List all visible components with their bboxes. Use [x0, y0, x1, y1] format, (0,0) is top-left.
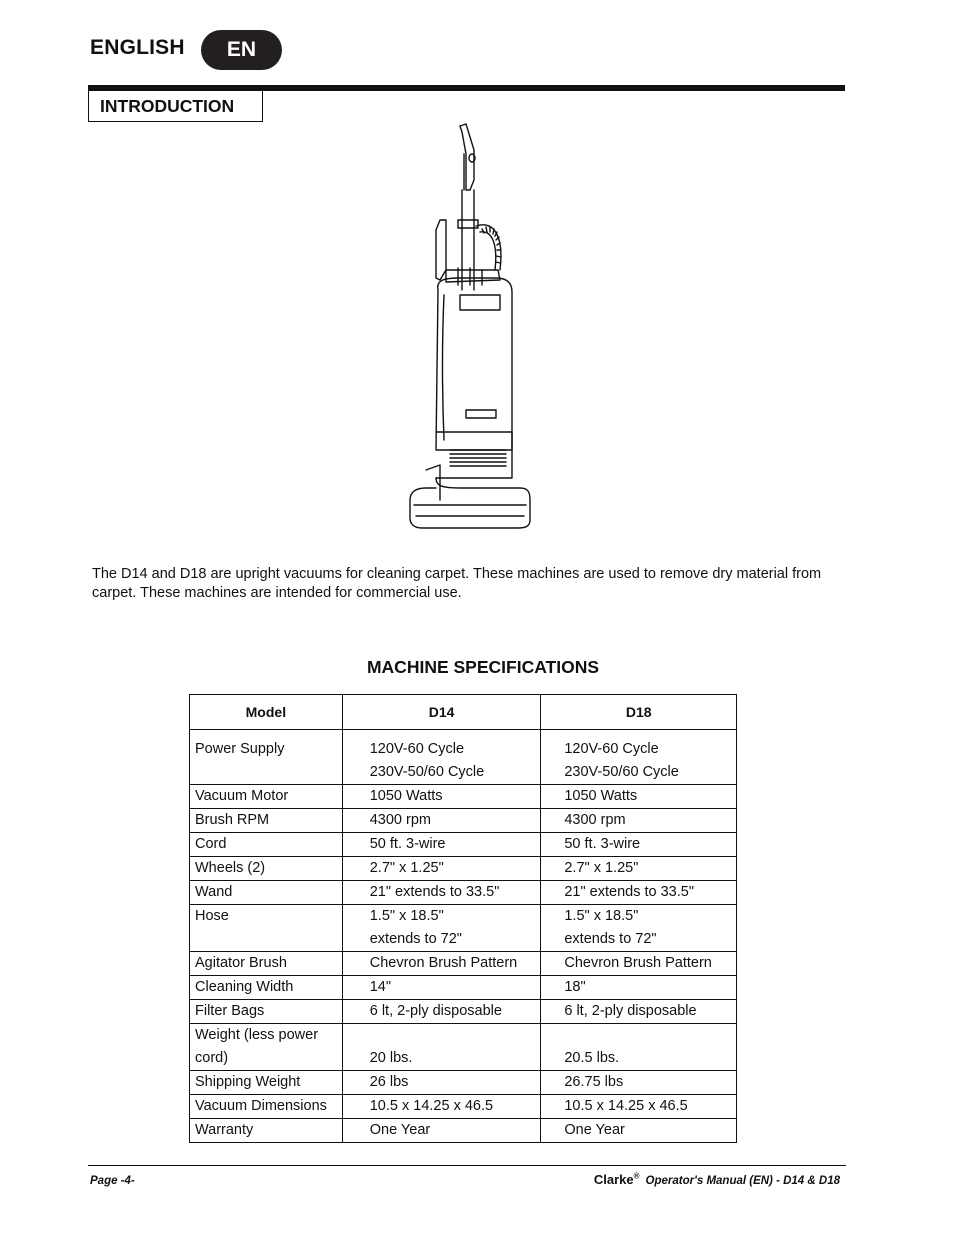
table-row — [190, 881, 737, 905]
header-d14: D14 — [342, 695, 541, 730]
spec-value-d18: 26.75 lbs — [541, 1071, 737, 1095]
spec-label: Hose — [190, 905, 343, 952]
language-label: ENGLISH — [90, 36, 185, 59]
page-number: Page -4- — [90, 1175, 135, 1187]
spec-value-d14: 1050 Watts — [342, 785, 541, 809]
spec-value-d14: 6 lt, 2-ply disposable — [342, 1000, 541, 1024]
spec-value-d18: 4300 rpm — [541, 809, 737, 833]
brand-name — [594, 1172, 640, 1187]
table-row — [190, 952, 737, 976]
table-row — [190, 1095, 737, 1119]
registered-mark: ® — [633, 1172, 640, 1181]
spec-value-line: extends to 72" — [564, 931, 657, 947]
spec-label: Brush RPM — [190, 809, 343, 833]
spec-label: Vacuum Motor — [190, 785, 343, 809]
spec-value-d18 — [541, 905, 737, 952]
spec-value-d18: 2.7" x 1.25" — [541, 857, 737, 881]
header-model: Model — [190, 695, 343, 730]
header-d18: D18 — [541, 695, 737, 730]
spec-value-d14 — [342, 905, 541, 952]
spec-value-d14: 50 ft. 3-wire — [342, 833, 541, 857]
spec-value-line: 1.5" x 18.5" — [369, 908, 444, 924]
section-title: INTRODUCTION — [88, 90, 263, 122]
table-row — [190, 833, 737, 857]
brand-text: Clarke — [593, 1172, 634, 1188]
spec-value-d18: 50 ft. 3-wire — [541, 833, 737, 857]
spec-value-d18: 6 lt, 2-ply disposable — [541, 1000, 737, 1024]
vacuum-illustration — [400, 120, 540, 540]
table-row — [190, 1071, 737, 1095]
spec-label — [190, 1024, 343, 1071]
spec-label: Warranty — [190, 1119, 343, 1143]
spec-label: Wand — [190, 881, 343, 905]
intro-paragraph: The D14 and D18 are upright vacuums for cleaning carpet. These machines are used to remove dry material from carpet. These machines are intended for commercial use. — [92, 566, 822, 601]
spec-value-d14: 21" extends to 33.5" — [342, 881, 541, 905]
spec-label: Cleaning Width — [190, 976, 343, 1000]
table-row — [190, 976, 737, 1000]
spec-value-d18: 18" — [541, 976, 737, 1000]
table-row — [190, 1000, 737, 1024]
spec-label: Vacuum Dimensions — [190, 1095, 343, 1119]
spec-label: Cord — [190, 833, 343, 857]
spec-label: Filter Bags — [190, 1000, 343, 1024]
spec-label-line: Weight (less power — [195, 1027, 319, 1043]
spec-value-d14 — [342, 1024, 541, 1071]
spec-label: Agitator Brush — [190, 952, 343, 976]
spec-value-line: 20.5 lbs. — [564, 1050, 620, 1066]
table-row — [190, 1119, 737, 1143]
spec-value-d14: 26 lbs — [342, 1071, 541, 1095]
table-row — [190, 857, 737, 881]
spec-value-d18: 1050 Watts — [541, 785, 737, 809]
spec-value-line: extends to 72" — [369, 931, 462, 947]
language-badge: EN — [201, 30, 282, 70]
specs-table — [189, 694, 737, 1143]
spec-value-line: 20 lbs. — [369, 1050, 413, 1066]
spec-value-d18 — [541, 1024, 737, 1071]
spec-value-line: 1.5" x 18.5" — [564, 908, 639, 924]
table-row — [190, 785, 737, 809]
spec-value-d14: 2.7" x 1.25" — [342, 857, 541, 881]
spec-value-line: 230V-50/60 Cycle — [564, 764, 679, 780]
spec-value-line: 230V-50/60 Cycle — [369, 764, 485, 780]
table-row — [190, 809, 737, 833]
spec-label: Power Supply — [190, 730, 343, 785]
spec-label-line: cord) — [195, 1050, 229, 1066]
footer-rule — [88, 1165, 846, 1166]
spec-value-d14: 14" — [342, 976, 541, 1000]
table-header-row — [190, 695, 737, 730]
spec-label: Wheels (2) — [190, 857, 343, 881]
spec-value-d14 — [342, 730, 541, 785]
spec-value-d14: 4300 rpm — [342, 809, 541, 833]
spec-value-d18 — [541, 730, 737, 785]
spec-value-d18: 10.5 x 14.25 x 46.5 — [541, 1095, 737, 1119]
spec-value-line: 120V-60 Cycle — [369, 741, 465, 757]
spec-value-d18: 21" extends to 33.5" — [541, 881, 737, 905]
spec-value-d18: One Year — [541, 1119, 737, 1143]
spec-value-d18: Chevron Brush Pattern — [541, 952, 737, 976]
spec-value-d14: Chevron Brush Pattern — [342, 952, 541, 976]
footer-manual-info — [594, 1172, 840, 1187]
table-row — [190, 905, 737, 952]
spec-value-d14: One Year — [342, 1119, 541, 1143]
manual-title: Operator's Manual (EN) - D14 & D18 — [645, 1175, 840, 1188]
table-row — [190, 730, 737, 785]
specs-title: MACHINE SPECIFICATIONS — [366, 657, 600, 677]
spec-value-line: 120V-60 Cycle — [564, 741, 659, 757]
spec-value-d14: 10.5 x 14.25 x 46.5 — [342, 1095, 541, 1119]
table-row — [190, 1024, 737, 1071]
spec-label: Shipping Weight — [190, 1071, 343, 1095]
